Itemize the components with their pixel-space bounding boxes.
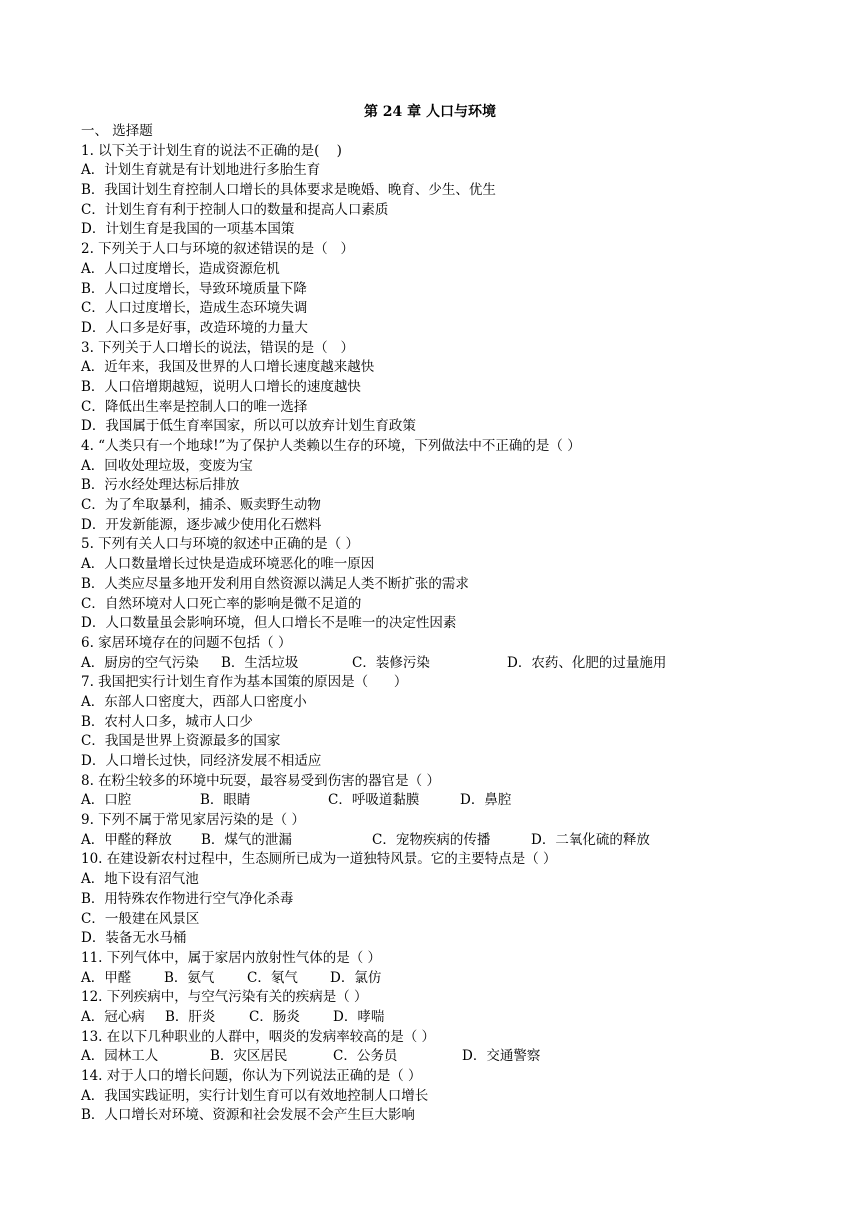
option-text: D．鼻腔 <box>460 792 512 809</box>
question-text: 7. 我国把实行计划生育作为基本国策的原因是（ ） <box>81 674 408 691</box>
option-text: B．污水经处理达标后排放 <box>81 477 240 494</box>
option-text: A．回收处理垃圾，变废为宝 <box>81 457 253 474</box>
option-text: D．装备无水马桶 <box>81 930 187 947</box>
option-text: D．人口增长过快，同经济发展不相适应 <box>81 753 322 769</box>
question-text: 9. 下列不属于常见家居污染的是（ ） <box>81 812 305 829</box>
option-text: A．计划生育就是有计划地进行多胎生育 <box>81 162 321 179</box>
option-text: B．人类应尽量多地开发利用自然资源以满足人类不断扩张的需求 <box>81 575 469 592</box>
option-text: C．我国是世界上资源最多的国家 <box>81 733 281 750</box>
question-text: 5. 下列有关人口与环境的叙述中正确的是（ ） <box>81 536 359 553</box>
option-text: A．冠心病 <box>81 1008 145 1025</box>
question-text: 10. 在建设新农村过程中，生态厕所已成为一道独特风景。它的主要特点是（ ） <box>81 851 557 868</box>
option-text: C．自然环境对人口死亡率的影响是微不足道的 <box>81 595 362 612</box>
option-text: B．眼睛 <box>200 792 251 809</box>
option-text: D．人口多是好事，改造环境的力量大 <box>81 319 308 336</box>
option-text: B．灾区居民 <box>210 1048 288 1065</box>
option-text: D．哮喘 <box>333 1008 385 1025</box>
option-text: A．东部人口密度大，西部人口密度小 <box>81 693 307 710</box>
option-text: B．我国计划生育控制人口增长的具体要求是晚婚、晚育、少生、优生 <box>81 182 496 199</box>
question-text: 8. 在粉尘较多的环境中玩耍，最容易受到伤害的器官是（ ） <box>81 772 440 789</box>
option-text: D．二氧化硫的释放 <box>531 831 650 848</box>
option-row <box>81 1047 781 1067</box>
option-text: D．人口数量虽会影响环境，但人口增长不是唯一的决定性因素 <box>81 615 457 632</box>
question-text: 1. 以下关于计划生育的说法不正确的是( ) <box>81 142 342 159</box>
question-text: 3. 下列关于人口增长的说法，错误的是（ ） <box>81 339 355 356</box>
question-text: 14. 对于人口的增长问题，你认为下列说法正确的是（ ） <box>81 1068 422 1084</box>
option-text: C．计划生育有利于控制人口的数量和提高人口素质 <box>81 201 389 218</box>
page-title: 第 24 章 人口与环境 <box>363 104 497 120</box>
option-text: B．肝炎 <box>165 1008 216 1025</box>
option-text: A．人口过度增长，造成资源危机 <box>81 260 280 277</box>
option-text: B．人口倍增期越短，说明人口增长的速度越快 <box>81 378 361 395</box>
option-text: A．园林工人 <box>81 1048 159 1065</box>
option-text: A．厨房的空气污染 <box>81 654 199 671</box>
question-list <box>81 122 781 1126</box>
option-text: C．氡气 <box>247 969 298 986</box>
option-text: C．公务员 <box>333 1048 398 1065</box>
option-text: C．为了牟取暴利，捕杀、贩卖野生动物 <box>81 497 321 514</box>
option-text: A．人口数量增长过快是造成环境恶化的唯一原因 <box>81 556 375 573</box>
option-text: B．农村人口多，城市人口少 <box>81 713 253 730</box>
question-text: 4. “人类只有一个地球!”为了保护人类赖以生存的环境，下列做法中不正确的是（ ） <box>81 438 581 454</box>
option-text: D．我国属于低生育率国家，所以可以放弃计划生育政策 <box>81 418 416 435</box>
option-text: C．装修污染 <box>352 654 430 671</box>
question-text: 11. 下列气体中，属于家居内放射性气体的是（ ） <box>81 949 382 966</box>
option-text: D．开发新能源，逐步减少使用化石燃料 <box>81 516 322 533</box>
option-text: A．近年来，我国及世界的人口增长速度越来越快 <box>81 359 375 376</box>
section-heading: 一、 选择题 <box>81 123 153 139</box>
option-text: B．用特殊农作物进行空气净化杀毒 <box>81 890 294 907</box>
option-row <box>81 969 781 989</box>
option-text: C．宠物疾病的传播 <box>372 831 491 848</box>
option-text: B．人口过度增长，导致环境质量下降 <box>81 280 307 297</box>
option-text: B．氨气 <box>164 969 215 986</box>
option-text: D．交通警察 <box>462 1048 541 1065</box>
option-text: B．煤气的泄漏 <box>201 831 292 848</box>
option-text: A．口腔 <box>81 792 132 809</box>
option-text: D．计划生育是我国的一项基本国策 <box>81 221 295 238</box>
option-text: C．人口过度增长，造成生态环境失调 <box>81 300 308 317</box>
question-text: 6. 家居环境存在的问题不包括（ ） <box>81 634 292 651</box>
option-text: B．人口增长对环境、资源和社会发展不会产生巨大影响 <box>81 1107 415 1124</box>
option-text: D．氯仿 <box>330 969 382 986</box>
option-text: A．我国实践证明，实行计划生育可以有效地控制人口增长 <box>81 1087 429 1104</box>
question-text: 12. 下列疾病中，与空气污染有关的疾病是（ ） <box>81 989 368 1006</box>
option-text: D．农药、化肥的过量施用 <box>507 654 667 671</box>
option-text: A．地下设有沼气池 <box>81 871 199 888</box>
option-text: A．甲醛的释放 <box>81 831 172 848</box>
question-text: 2. 下列关于人口与环境的叙述错误的是（ ） <box>81 241 355 258</box>
option-text: C．肠炎 <box>249 1008 300 1025</box>
option-row <box>81 1008 781 1028</box>
option-row <box>81 654 781 674</box>
option-row <box>81 831 781 851</box>
option-text: C．降低出生率是控制人口的唯一选择 <box>81 398 308 415</box>
option-text: A．甲醛 <box>81 969 132 986</box>
question-text: 13. 在以下几种职业的人群中，咽炎的发病率较高的是（ ） <box>81 1028 436 1045</box>
option-text: C．呼吸道黏膜 <box>328 792 420 809</box>
option-text: B．生活垃圾 <box>221 654 299 671</box>
option-text: C．一般建在风景区 <box>81 910 200 927</box>
option-row <box>81 791 781 811</box>
